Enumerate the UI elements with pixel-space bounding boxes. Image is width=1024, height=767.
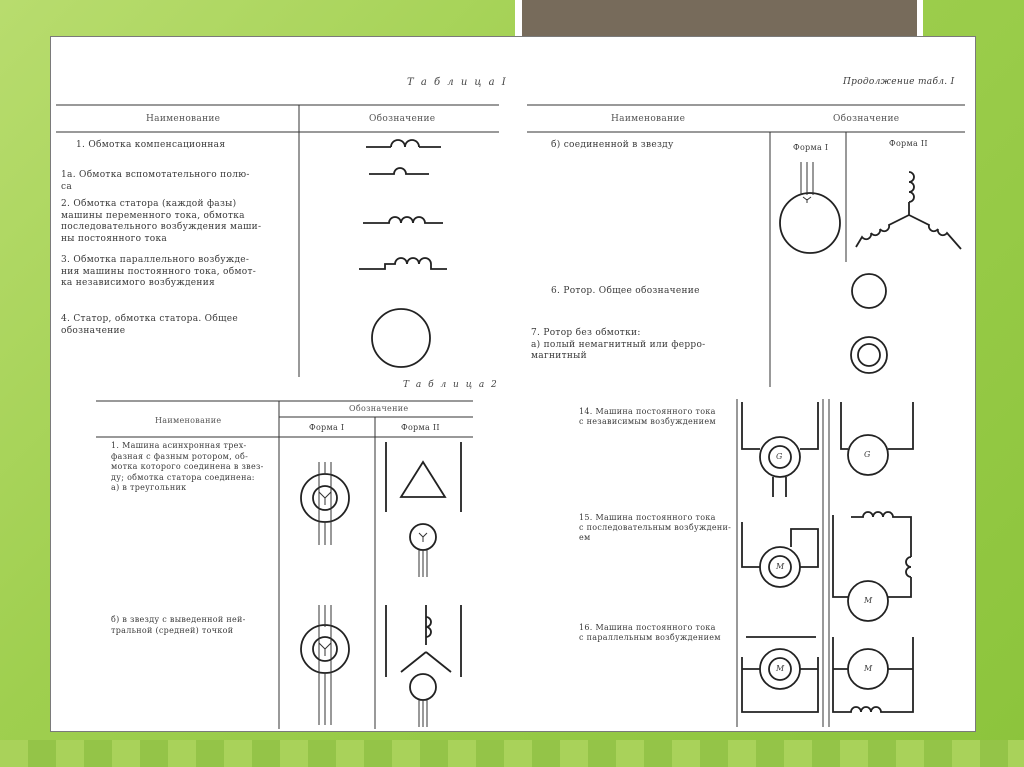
dc-item-14: 14. Машина постоянного тока с независимым возбуждением (579, 407, 716, 426)
background-stripe (0, 740, 1024, 767)
table1-cont-col-name: Наименование (611, 114, 686, 124)
star-row-label: б) соединенной в звезду (551, 140, 674, 150)
table1-col-symbol: Обозначение (369, 114, 436, 124)
dc14-form1-gen: G (776, 452, 783, 461)
table2-form1: Форма I (309, 423, 345, 432)
dc15-form1-motor: M (776, 562, 785, 571)
compensation-winding-symbol (366, 140, 441, 147)
aux-pole-winding-symbol (369, 168, 429, 174)
dc16-form2 (833, 637, 913, 712)
star-form2-symbol (856, 172, 961, 249)
table1-row-2: 2. Обмотка статора (каждой фазы) машины переменного тока, обмотка последовательного возбуждения маши- ны постоянного тока (61, 199, 262, 244)
dc15-form2-motor: M (864, 596, 873, 605)
stator-winding-symbol (363, 217, 443, 223)
stator-symbol (372, 309, 430, 367)
t2-row2-form2 (386, 605, 461, 727)
table1-col-name: Наименование (146, 114, 221, 124)
table1-cont-caption: Продолжение табл. I (843, 77, 955, 87)
table2-row-1: 1. Машина асинхронная трех- фазная с фазным ротором, об- мотка которого соединена в звез- ду; обмотка статора соединена: а) в треугольник (111, 441, 264, 492)
table1-row-1a: 1а. Обмотка вспомотательного полю- са (61, 170, 250, 192)
rotor-general-symbol (852, 274, 886, 308)
dc16-form2-motor: M (864, 664, 873, 673)
rotor-hollow-outer (851, 337, 887, 373)
t2-row1-form2 (386, 442, 461, 577)
star-form1-circle (780, 193, 840, 253)
table1-row-1: 1. Обмотка компенсационная (76, 140, 226, 150)
dc14-form2-gen: G (864, 450, 871, 459)
rotor-hollow-inner (858, 344, 880, 366)
slide-content (50, 36, 976, 732)
table2-caption: Т а б л и ц а 2 (403, 380, 499, 390)
form2-label: Форма II (889, 139, 928, 148)
rotor-general-label: 6. Ротор. Общее обозначение (551, 286, 700, 296)
form1-label: Форма I (793, 143, 829, 152)
table1-cont-col-symbol: Обозначение (833, 114, 900, 124)
table2-col-name: Наименование (155, 416, 222, 425)
dc14-form2 (841, 402, 913, 475)
dc-item-16: 16. Машина постоянного тока с параллельным возбуждением (579, 623, 721, 642)
dc14-form1 (742, 402, 818, 497)
dc-item-15: 15. Машина постоянного тока с последовательным возбуждени- ем (579, 513, 732, 542)
t2-row2-form1 (301, 605, 349, 725)
dc16-form1-motor: M (776, 664, 785, 673)
rotor-no-winding-label: 7. Ротор без обмотки: а) полый немагнитный или ферро- магнитный (531, 328, 706, 361)
dc15-form1 (742, 522, 818, 587)
table2-col-symbol: Обозначение (349, 404, 409, 413)
dc16-form1 (742, 637, 818, 712)
table1-row-3: 3. Обмотка параллельного возбужде- ния машины постоянного тока, обмот- ка независимого возбуждения (61, 255, 257, 288)
table1-row-4: 4. Статор, обмотка статора. Общее обозначение (61, 314, 238, 336)
table2-row-2: б) в звезду с выведенной ней- тральной (средней) точкой (111, 615, 246, 635)
table1-caption: Т а б л и ц а I (407, 77, 508, 88)
t2-row1-form1 (301, 462, 349, 545)
parallel-winding-symbol (359, 258, 447, 269)
table2-form2: Форма II (401, 423, 440, 432)
